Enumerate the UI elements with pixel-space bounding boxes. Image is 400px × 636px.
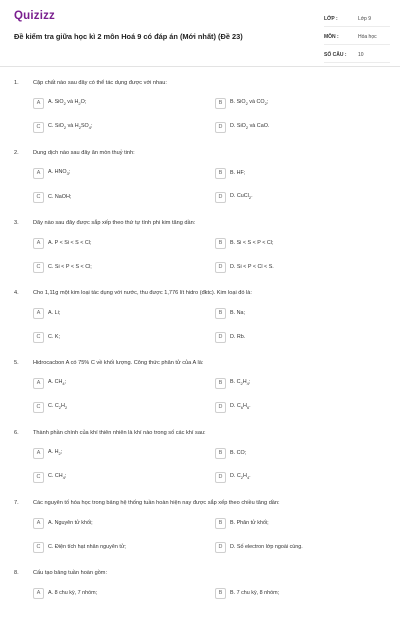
header-divider [0,66,400,67]
option-letter-box: A [33,238,44,249]
meta-row-class [324,12,390,27]
option-text: D. SiO$_2$ và CaO. [230,123,270,131]
answer-option-a[interactable] [33,586,203,600]
question-item [0,426,400,496]
option-letter-box: A [33,308,44,319]
option-letter-box: B [215,168,226,179]
question-list [0,76,400,636]
option-letter-box: C [33,262,44,273]
answer-option-a[interactable] [33,236,203,250]
answer-option-d[interactable] [215,330,385,344]
meta-value: 10 [358,52,364,58]
question-number: 4. [14,290,19,296]
question-text: Thành phần chính của khí thiên nhiên là khí nào trong số các khí sau: [33,430,206,436]
option-text: D. CuCl$_2$. [230,193,253,201]
question-number: 6. [14,430,19,436]
answer-option-a[interactable] [33,516,203,530]
option-letter-box: C [33,402,44,413]
answer-option-a[interactable] [33,166,203,180]
option-text: C. K; [48,334,60,340]
answer-option-d[interactable] [215,120,385,134]
option-letter-box: B [215,448,226,459]
question-text: Dãy nào sau đây được sắp xếp theo thứ tự tính phi kim tăng dần: [33,220,196,226]
question-item [0,146,400,216]
option-text: B. Na; [230,310,245,316]
answer-option-b[interactable] [215,96,385,110]
answer-option-c[interactable] [33,400,203,414]
answer-option-d[interactable] [215,540,385,554]
option-letter-box: B [215,238,226,249]
option-letter-box: A [33,98,44,109]
answer-option-c[interactable] [33,470,203,484]
question-item [0,216,400,286]
option-letter-box: D [215,262,226,273]
option-letter-box: D [215,332,226,343]
answer-option-b[interactable] [215,376,385,390]
meta-label: MÔN : [324,34,339,40]
option-text: B. HF; [230,170,246,176]
option-letter-box: D [215,192,226,203]
answer-option-c[interactable] [33,120,203,134]
option-letter-box: B [215,98,226,109]
meta-row-count [324,48,390,63]
option-text: D. $C_6H_6$. [230,403,251,411]
answer-option-b[interactable] [215,516,385,530]
option-text: C. NaOH; [48,194,72,200]
question-item [0,356,400,426]
answer-option-d[interactable] [215,470,385,484]
option-letter-box: A [33,168,44,179]
option-text: A. 8 chu kỳ, 7 nhóm; [48,590,98,596]
option-letter-box: C [33,472,44,483]
option-text: B. SiO$_2$ và $CO_2$; [230,99,269,107]
question-item [0,76,400,146]
answer-option-b[interactable] [215,586,385,600]
option-text: A. SiO$_2$ và $H_2O$; [48,99,87,107]
question-number: 1. [14,80,19,86]
option-text: D. Số electron lớp ngoài cùng. [230,544,303,550]
answer-option-b[interactable] [215,306,385,320]
question-text: Các nguyên tố hóa học trong bảng hệ thống tuần hoàn hiện nay được sắp xếp theo chiều tăng dần: [33,500,280,506]
meta-panel [324,12,390,66]
option-text: A. $CH_4$; [48,379,67,387]
option-letter-box: C [33,122,44,133]
question-text: Cặp chất nào sau đây có thể tác dụng được với nhau: [33,80,167,86]
option-letter-box: D [215,472,226,483]
option-letter-box: A [33,448,44,459]
meta-value: Hóa học [358,34,377,40]
answer-option-a[interactable] [33,446,203,460]
option-text: B. CO; [230,450,247,456]
question-item [0,286,400,356]
answer-option-d[interactable] [215,190,385,204]
option-letter-box: D [215,122,226,133]
answer-option-b[interactable] [215,166,385,180]
option-letter-box: B [215,378,226,389]
option-text: A. P < Si < S < Cl; [48,240,92,246]
question-number: 2. [14,150,19,156]
meta-label: SỐ CÂU : [324,52,347,58]
page-title: Đề kiểm tra giữa học kì 2 môn Hoá 9 có đáp án (Mới nhất) (Đề 23) [14,32,243,41]
meta-value: Lớp 9 [358,16,372,22]
option-letter-box: B [215,308,226,319]
option-text: D. $C_2H_4$. [230,473,251,481]
answer-option-b[interactable] [215,236,385,250]
option-letter-box: A [33,518,44,529]
question-item [0,566,400,636]
answer-option-c[interactable] [33,540,203,554]
option-letter-box: C [33,192,44,203]
option-text: C. $CH_4$; [48,473,67,481]
option-text: B. Si < S < P < Cl; [230,240,274,246]
answer-option-c[interactable] [33,260,203,274]
question-text: Hidrocacbon A có 75% C về khối lượng. Công thức phân tử của A là: [33,360,204,366]
option-letter-box: D [215,402,226,413]
option-text: A. Nguyên tử khối; [48,520,93,526]
answer-option-a[interactable] [33,96,203,110]
option-letter-box: A [33,378,44,389]
option-text: C. SiO$_2$ và $H_2SO_4$; [48,123,93,131]
option-text: A. $H_2$; [48,449,63,457]
option-text: B. 7 chu kỳ, 8 nhóm; [230,590,280,596]
answer-option-d[interactable] [215,260,385,274]
answer-option-a[interactable] [33,306,203,320]
option-letter-box: C [33,332,44,343]
option-text: B. $C_2H_4$; [230,379,251,387]
answer-option-c[interactable] [33,330,203,344]
option-letter-box: B [215,588,226,599]
quizizz-logo: Quizizz [14,10,56,22]
option-text: A. $HNO_3$; [48,169,71,177]
option-text: D. Si < P < Cl < S. [230,264,274,270]
option-letter-box: B [215,518,226,529]
question-text: Cho 1,11g một kim loại tác dụng với nước, thu được 1,776 lít hidro (đktc). Kim loại đó là: [33,290,252,296]
answer-option-d[interactable] [215,400,385,414]
header [0,0,400,64]
meta-label: LỚP : [324,16,338,22]
answer-option-c[interactable] [33,190,203,204]
meta-row-subject [324,30,390,45]
answer-option-a[interactable] [33,376,203,390]
option-text: D. Rb. [230,334,246,340]
option-letter-box: A [33,588,44,599]
question-text: Cấu tạo bảng tuần hoàn gồm: [33,570,108,576]
question-item [0,496,400,566]
question-number: 7. [14,500,19,506]
option-text: C. $C_2H_2$ [48,403,68,411]
option-letter-box: C [33,542,44,553]
answer-option-b[interactable] [215,446,385,460]
option-letter-box: D [215,542,226,553]
option-text: B. Phân tử khối; [230,520,269,526]
question-number: 5. [14,360,19,366]
question-number: 3. [14,220,19,226]
question-text: Dung dịch nào sau đây ăn mòn thuỷ tinh: [33,150,135,156]
question-number: 8. [14,570,19,576]
option-text: C. Si < P < S < Cl; [48,264,92,270]
option-text: C. Điện tích hạt nhân nguyên tử; [48,544,126,550]
option-text: A. Li; [48,310,61,316]
